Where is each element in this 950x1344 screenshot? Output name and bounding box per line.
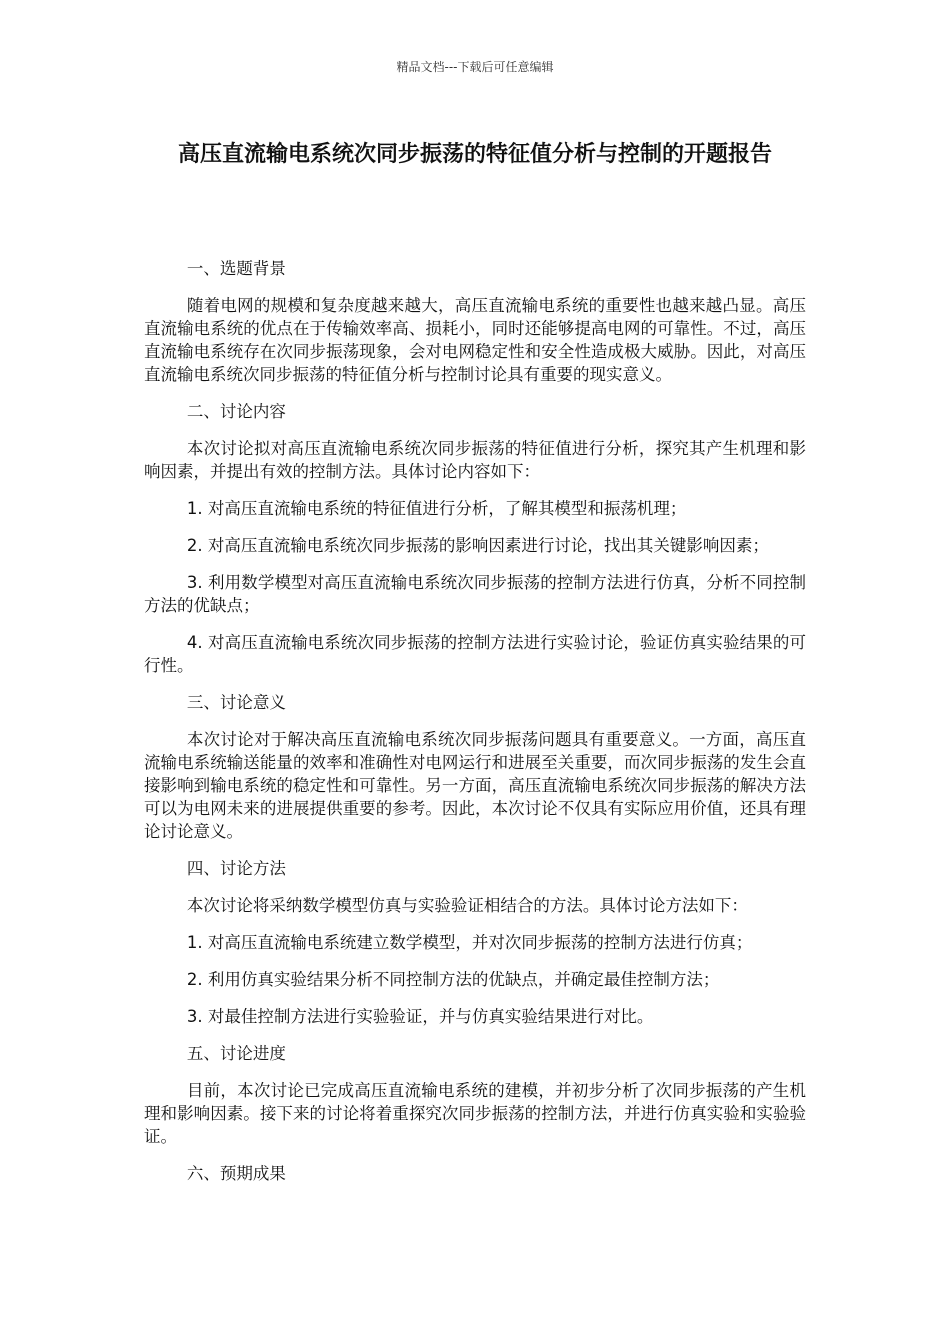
paragraph-background: 随着电网的规模和复杂度越来越大，高压直流输电系统的重要性也越来越凸显。高压直流输电系统的优点在于传输效率高、损耗小，同时还能够提高电网的可靠性。不过，高压直流输电系统存在次同步振荡现象，会对电网稳定性和安全性造成极大威胁。因此，对高压直流输电系统次同步振荡的特征值分析与控制讨论具有重要的现实意义。 — [144, 296, 806, 384]
list-item: 1. 对高压直流输电系统的特征值进行分析，了解其模型和振荡机理； — [186, 499, 687, 518]
section-heading-background: 一、选题背景 — [186, 259, 286, 278]
paragraph-method-intro: 本次讨论将采纳数学模型仿真与实验验证相结合的方法。具体讨论方法如下： — [186, 896, 748, 915]
list-item: 1. 对高压直流输电系统建立数学模型，并对次同步振荡的控制方法进行仿真； — [186, 933, 753, 952]
list-item: 4. 对高压直流输电系统次同步振荡的控制方法进行实验讨论，验证仿真实验结果的可行性。 — [144, 633, 806, 675]
paragraph-significance: 本次讨论对于解决高压直流输电系统次同步振荡问题具有重要意义。一方面，高压直流输电系统输送能量的效率和准确性对电网运行和进展至关重要，而次同步振荡的发生会直接影响到输电系统的稳定性和可靠性。另一方面，高压直流输电系统次同步振荡的解决方法可以为电网未来的进展提供重要的参考。因此，本次讨论不仅具有实际应用价值，还具有理论讨论意义。 — [144, 730, 806, 841]
document-title: 高压直流输电系统次同步振荡的特征值分析与控制的开题报告 — [177, 142, 772, 167]
page-header: 精品文档---下载后可任意编辑 — [396, 60, 554, 74]
section-heading-progress: 五、讨论进度 — [186, 1044, 286, 1063]
section-heading-outcomes: 六、预期成果 — [186, 1164, 286, 1183]
list-item: 2. 对高压直流输电系统次同步振荡的影响因素进行讨论，找出其关键影响因素； — [186, 536, 769, 555]
section-heading-method: 四、讨论方法 — [186, 859, 286, 878]
section-heading-significance: 三、讨论意义 — [186, 693, 286, 712]
paragraph-content-intro: 本次讨论拟对高压直流输电系统次同步振荡的特征值进行分析，探究其产生机理和影响因素，并提出有效的控制方法。具体讨论内容如下： — [144, 439, 806, 481]
list-item: 2. 利用仿真实验结果分析不同控制方法的优缺点，并确定最佳控制方法； — [186, 970, 720, 989]
document-body — [144, 257, 806, 1199]
list-item: 3. 利用数学模型对高压直流输电系统次同步振荡的控制方法进行仿真，分析不同控制方法的优缺点； — [144, 573, 806, 615]
list-item: 3. 对最佳控制方法进行实验验证，并与仿真实验结果进行对比。 — [186, 1007, 654, 1026]
paragraph-progress: 目前，本次讨论已完成高压直流输电系统的建模，并初步分析了次同步振荡的产生机理和影响因素。接下来的讨论将着重探究次同步振荡的控制方法，并进行仿真实验和实验验证。 — [144, 1081, 806, 1146]
section-heading-content: 二、讨论内容 — [186, 402, 286, 421]
